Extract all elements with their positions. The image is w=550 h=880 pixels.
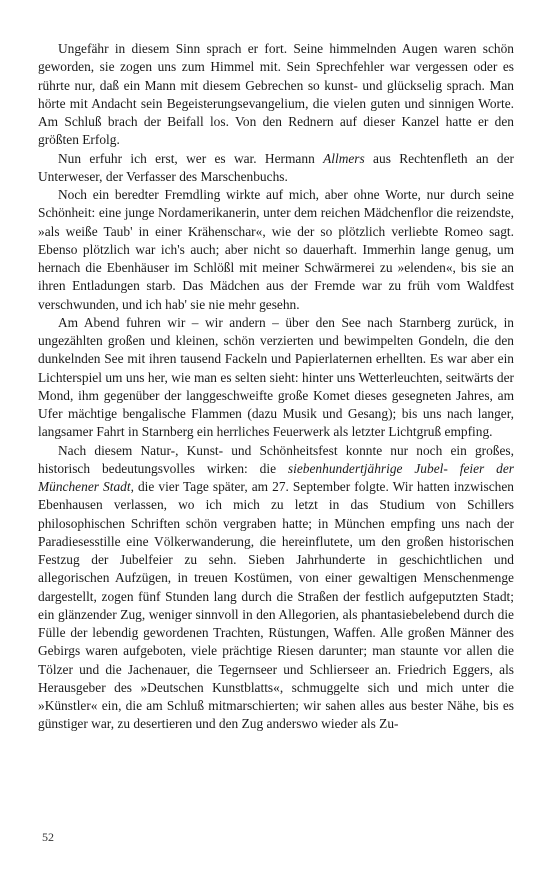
- paragraph: [38, 150, 514, 187]
- paragraph: [38, 40, 514, 150]
- text-run: , die vier Tage später, am 27. September folgte. Wir hatten inzwischen Ebenhausen verlassen, wo ich mich zu letzt in das Studium von Schillers philosophischen Schriften schön vergraben hatte; in München empfing uns nach der Paradiesesstille eine Völkerwanderung, die hereinflutete, um den großen historischen Festzug der Jubelfeier zu sehn. Sieben Jahrhunderte in geschichtlichen und allegorischen Aufzügen, in treuen Kostümen, von einer gewaltigen Menschenmenge dargestellt, zogen fünf Stunden lang durch die Straßen der festlich aufgeputzten Stadt; ein glänzender Zug, weniger sinnvoll in den Allegorien, als phantasiebelebend durch die Fülle der lebendig gewordenen Trachten, Rüstungen, Waffen. Alle großen Männer des Gebirgs waren aufgeboten, viele prächtige Riesen darunter; man staunte vor allen die Tölzer und die Jachenauer, die Tegernseer und Schlierseer an. Friedrich Eggers, als Herausgeber des »Deutschen Kunstblatts«, schmuggelte sich und mich unter die »Künstler« ein, die am Schluß mitmarschierten; wir sahen alles aus bester Nähe, bis es günstiger war, zu desertieren und den Zug anderswo wieder als Zu-: [38, 479, 514, 732]
- text-run: Noch ein beredter Fremdling wirkte auf mich, aber ohne Worte, nur durch seine Schönheit: eine junge Nordamerikanerin, unter dem reichen Mädchenflor die reizendste, »als weiße Taub' in einer Krähenschar«, wie der so plötzlich verliebte Romeo sagt. Ebenso plötzlich war ich's auch; aber nicht so dauerhaft. Immerhin lange genug, um hernach die Ebenhäuser im Schlößl mit meiner Schwärmerei zu »elenden«, bis sie an ihren Entladungen starb. Das Mädchen aus der Fremde war zu früh vom Waldfest verschwunden, und ich hab' sie nie mehr gesehn.: [38, 187, 514, 312]
- italic-text: siebenhundertjährige Jubel- feier der Münchener Stadt: [38, 460, 515, 494]
- text-run: Ungefähr in diesem Sinn sprach er fort. Seine himmelnden Augen waren schön geworden, sie zogen uns zum Himmel mit. Sein Sprechfehler war vergessen oder es rührte nur, daß ein Mann mit diesem Gebrechen so kunst- und glückselig sprach. Man hörte mit Andacht sein Begeisterungsevangelium, die vielen guten und sinnigen Worte. Am Schluß brach der Beifall los. Von den Rednern auf dieser Kanzel hatte er den größten Erfolg.: [38, 41, 514, 148]
- paragraph: [38, 314, 514, 442]
- text-run: aus Rechtenfleth an der Unterweser, der Verfasser des Marschenbuchs.: [38, 150, 514, 184]
- italic-text: Allmers: [323, 150, 365, 166]
- text-run: Nun erfuhr ich erst, wer es war. Hermann: [58, 150, 324, 166]
- paragraph: [38, 442, 514, 734]
- text-run: Am Abend fuhren wir – wir andern – über den See nach Starnberg zurück, in ungezählten großen und kleinen, schön verzierten und bewimpelten Gondeln, die den dunkelnden See mit ihren tausend Fackeln und Papierlaternen erhellten. Es war aber ein Lichterspiel um uns her, wie man es selten sieht: hinter uns Wetterleuchten, seitwärts der Mond, ihm gegenüber der langgeschweifte große Komet dieses gesegneten Jahres, am Ufer mächtige bengalische Flammen (dazu Musik und Gesang); bis uns nach langer, langsamer Fahrt in Starnberg ein herrliches Feuerwerk als letzter Lichtgruß empfing.: [38, 314, 514, 440]
- text-run: Nach diesem Natur-, Kunst- und Schönheitsfest konnte nur noch ein großes, historisch bedeutungsvolles wirken: die: [38, 442, 514, 476]
- page-body: [38, 40, 514, 734]
- page-number: 52: [42, 830, 54, 844]
- paragraph: [38, 186, 514, 314]
